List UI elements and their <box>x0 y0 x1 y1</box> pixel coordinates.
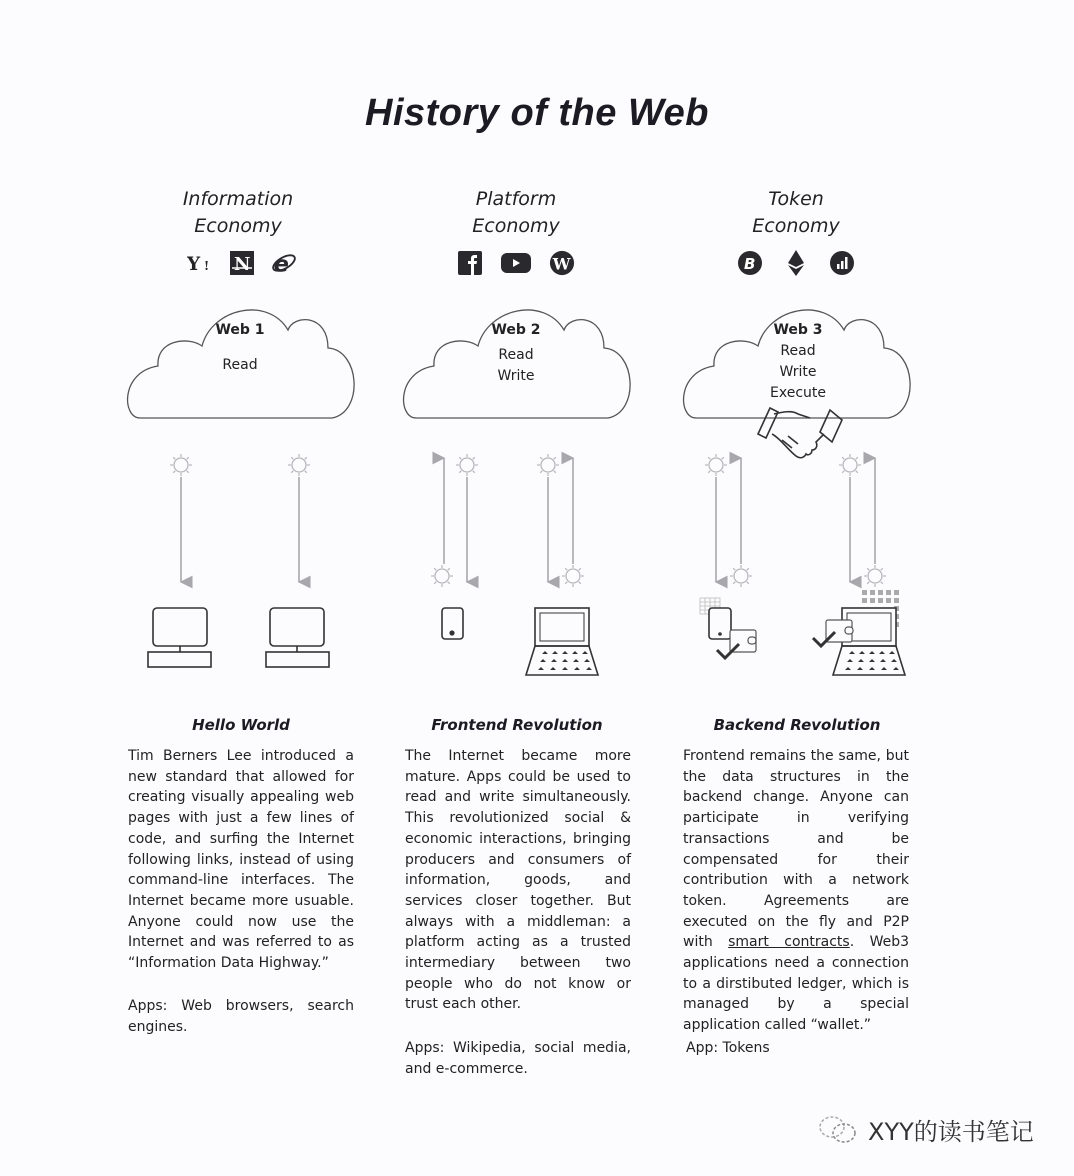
cloud-capability: Read <box>222 357 258 373</box>
cloud-capability: Write <box>779 364 817 380</box>
apps-web1: Apps: Web browsers, search engines. <box>128 998 354 1035</box>
svg-text:B: B <box>744 255 756 273</box>
smartphone-wallet-icon <box>700 598 756 658</box>
smartphone-icon <box>442 608 463 639</box>
section-title-frontend-revolution: Frontend Revolution <box>431 716 603 734</box>
section-title-backend-revolution: Backend Revolution <box>713 716 881 734</box>
economy-line1: Information <box>182 188 294 210</box>
body-text: . Web3 applications need a connection to a dirstibuted ledger, which is managed by a special application called “wallet.” <box>683 934 909 1034</box>
section-body-web2: The Internet became more mature. Apps could be used to read and write simultaneously. This revolutionized social & economic interactions, bringing producers and consumers of information, goods, and services closer together. But always with a middleman: a platform acting as a trusted intermediary between two people who do not know or trust each other. <box>405 748 631 1013</box>
cloud-label-web3 <box>748 320 848 404</box>
economy-line1: Platform <box>475 188 557 210</box>
cloud-capability: Read <box>498 347 534 363</box>
watermark-text: XYY的读书笔记 <box>868 1118 1034 1146</box>
laptop-wallet-icon <box>813 590 905 675</box>
section-body-web3 <box>683 746 909 1036</box>
laptop-icon <box>526 608 598 675</box>
svg-text:e: e <box>273 251 289 277</box>
cloud-heading: Web 1 <box>215 322 265 338</box>
section-title-hello-world: Hello World <box>192 716 290 734</box>
cloud-capability: Read <box>780 343 816 359</box>
economy-line2: Economy <box>194 215 282 237</box>
web3-arrows <box>705 454 886 587</box>
desktop-icon <box>148 608 211 667</box>
svg-text:N: N <box>234 254 251 275</box>
smart-contracts-link[interactable]: smart contracts <box>728 934 850 951</box>
cloud-heading: Web 2 <box>491 322 541 338</box>
economy-line1: Token <box>768 188 824 210</box>
apps-web3: App: Tokens <box>686 1040 770 1056</box>
section-body-web1: Tim Berners Lee introduced a new standard that allowed for creating visually appealing web pages with just a few lines of code, and surfing the Internet following links, instead of using command-line interfaces. The Internet became more usuable. Anyone could now use the Internet and was referred to as “Information Data Highway.” <box>128 748 354 972</box>
cloud-capability: Write <box>497 368 535 384</box>
handshake-icon <box>758 408 842 458</box>
web2-arrows <box>431 454 584 587</box>
cloud-label-web2 <box>466 320 566 387</box>
svg-text:W: W <box>552 254 571 274</box>
economy-line2: Economy <box>472 215 560 237</box>
cloud-capability: Execute <box>770 385 826 401</box>
svg-text:!: ! <box>203 258 210 273</box>
cloud-heading: Web 3 <box>773 322 823 338</box>
cloud-label-web1 <box>190 320 290 376</box>
web1-arrows <box>170 454 310 582</box>
wechat-icon <box>818 1115 858 1145</box>
watermark <box>818 1112 1034 1147</box>
svg-text:Y: Y <box>187 253 201 275</box>
apps-web2: Apps: Wikipedia, social media, and e-commerce. <box>405 1040 631 1077</box>
page-title: History of the Web <box>365 92 709 134</box>
body-text: Frontend remains the same, but the data structures in the backend change. Anyone can participate in verifying transactions and be compensated for their contribution with a network token. Agreements are executed on the fly and P2P with <box>683 748 909 951</box>
desktop-icon <box>266 608 329 667</box>
economy-line2: Economy <box>752 215 840 237</box>
